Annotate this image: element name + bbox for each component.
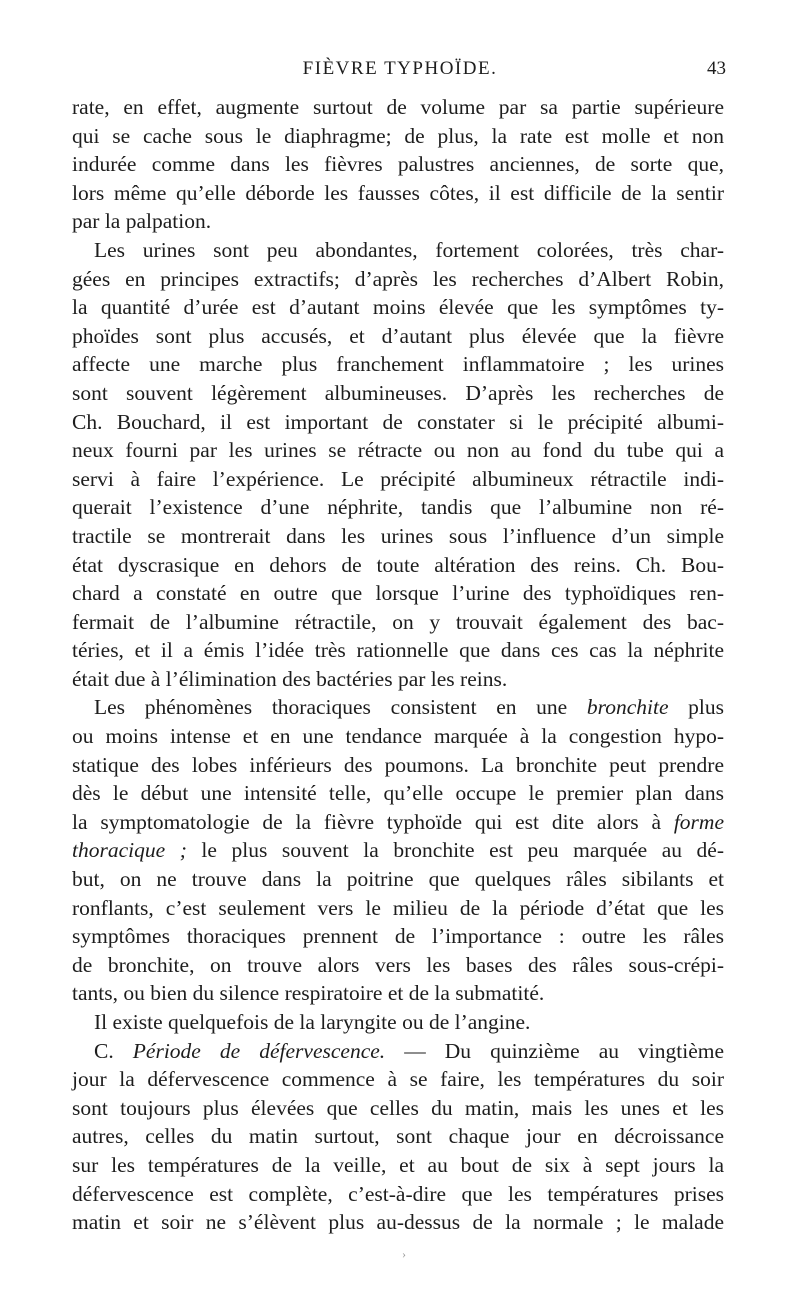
text-line: but, on ne trouve dans la poitrine que quelques râles sibilants et (72, 867, 724, 892)
text-run: la symptomatologie de la fièvre typhoïde qui est dite alors à (72, 809, 662, 834)
text-line: statique des lobes inférieurs des poumons. La bronchite peut prendre (72, 752, 724, 777)
text-line: Les urines sont peu abondantes, fortement colorées, très char- (94, 237, 724, 262)
text-line (72, 836, 724, 865)
text-line: Ch. Bouchard, il est important de constater si le précipité albumi- (72, 409, 724, 434)
text-run: plus (688, 695, 724, 720)
section-title: Période de défervescence. (132, 1038, 386, 1063)
text-line: neux fourni par les urines se rétracte ou non au fond du tube qui a (72, 438, 724, 463)
text-line: par la palpation. (72, 209, 212, 234)
footer-mark: › (402, 1247, 406, 1261)
italic-term-forme: forme (673, 809, 724, 834)
text-line: phoïdes sont plus accusés, et d’autant plus élevée que la fièvre (72, 323, 724, 348)
text-run: le plus souvent la bronchite est peu marquée au dé- (201, 838, 724, 863)
text-line: sont toujours plus élevées que celles du matin, mais les unes et les (72, 1095, 724, 1120)
text-line: querait l’existence d’une néphrite, tandis que l’albumine non ré- (72, 495, 724, 520)
running-head (72, 58, 728, 82)
text-line: symptômes thoraciques prennent de l’importance : outre les râles (72, 924, 724, 949)
text-line: sur les températures de la veille, et au bout de six à sept jours la (72, 1152, 724, 1177)
italic-term-bronchite: bronchite (586, 695, 669, 720)
text-line: Il existe quelquefois de la laryngite ou de l’angine. (94, 1010, 531, 1034)
italic-term-thoracique: thoracique ; (72, 838, 187, 863)
text-line: défervescence est complète, c’est-à-dire que les températures prises (72, 1181, 724, 1206)
text-line: autres, celles du matin surtout, sont chaque jour en décroissance (72, 1124, 724, 1149)
text-line: ou moins intense et en une tendance marquée à la congestion hypo- (72, 724, 724, 749)
text-line: matin et soir ne s’élèvent plus au-dessus de la normale ; le malade (72, 1210, 724, 1235)
text-line: affecte une marche plus franchement inflammatoire ; les urines (72, 352, 724, 377)
text-line: de bronchite, on trouve alors vers les bases des râles sous-crépi- (72, 952, 724, 977)
text-line: qui se cache sous le diaphragme; de plus, la rate est molle et non (72, 123, 724, 148)
running-title: FIÈVRE TYPHOÏDE. (302, 58, 498, 79)
text-line: sont souvent légèrement albumineuses. D’après les recherches de (72, 380, 724, 405)
text-line: état dyscrasique en dehors de toute altération des reins. Ch. Bou- (72, 552, 724, 577)
text-line: dès le début une intensité telle, qu’elle occupe le premier plan dans (72, 781, 724, 806)
text-line: était due à l’élimination des bactéries par les reins. (72, 666, 508, 691)
section-letter: C. (94, 1038, 114, 1063)
text-line: rate, en effet, augmente surtout de volume par sa partie supérieure (72, 95, 724, 119)
text-line: la quantité d’urée est d’autant moins élevée que les symptômes ty- (72, 295, 724, 320)
text-line: indurée comme dans les fièvres palustres anciennes, de sorte que, (72, 152, 724, 177)
text-run: Les phénomènes thoraciques consistent en une (94, 695, 568, 720)
text-line: jour la défervescence commence à se faire, les températures du soir (72, 1067, 724, 1092)
text-line: gées en principes extractifs; d’après les recherches d’Albert Robin, (72, 266, 724, 291)
text-line: fermait de l’albumine rétractile, on y trouvait également des bac- (72, 609, 724, 634)
text-line: lors même qu’elle déborde les fausses côtes, il est difficile de la sentir (72, 180, 724, 205)
text-line: servi à faire l’expérience. Le précipité albumineux rétractile indi- (72, 466, 724, 491)
text-line: tants, ou bien du silence respiratoire et de la submatité. (72, 981, 545, 1006)
body-text (72, 93, 724, 1237)
section-heading-line (72, 1037, 724, 1066)
text-line (72, 693, 724, 722)
text-line: ronflants, c’est seulement vers le milieu de la période d’état que les (72, 895, 724, 920)
text-run: — Du quinzième au vingtième (404, 1038, 725, 1063)
text-line: chard a constaté en outre que lorsque l’urine des typhoïdiques ren- (72, 581, 724, 606)
text-line: téries, et il a émis l’idée très rationnelle que dans ces cas la néphrite (72, 638, 724, 663)
text-line: tractile se montrerait dans les urines sous l’influence d’un simple (72, 523, 724, 548)
text-line (72, 808, 724, 837)
page-number: 43 (707, 58, 726, 79)
